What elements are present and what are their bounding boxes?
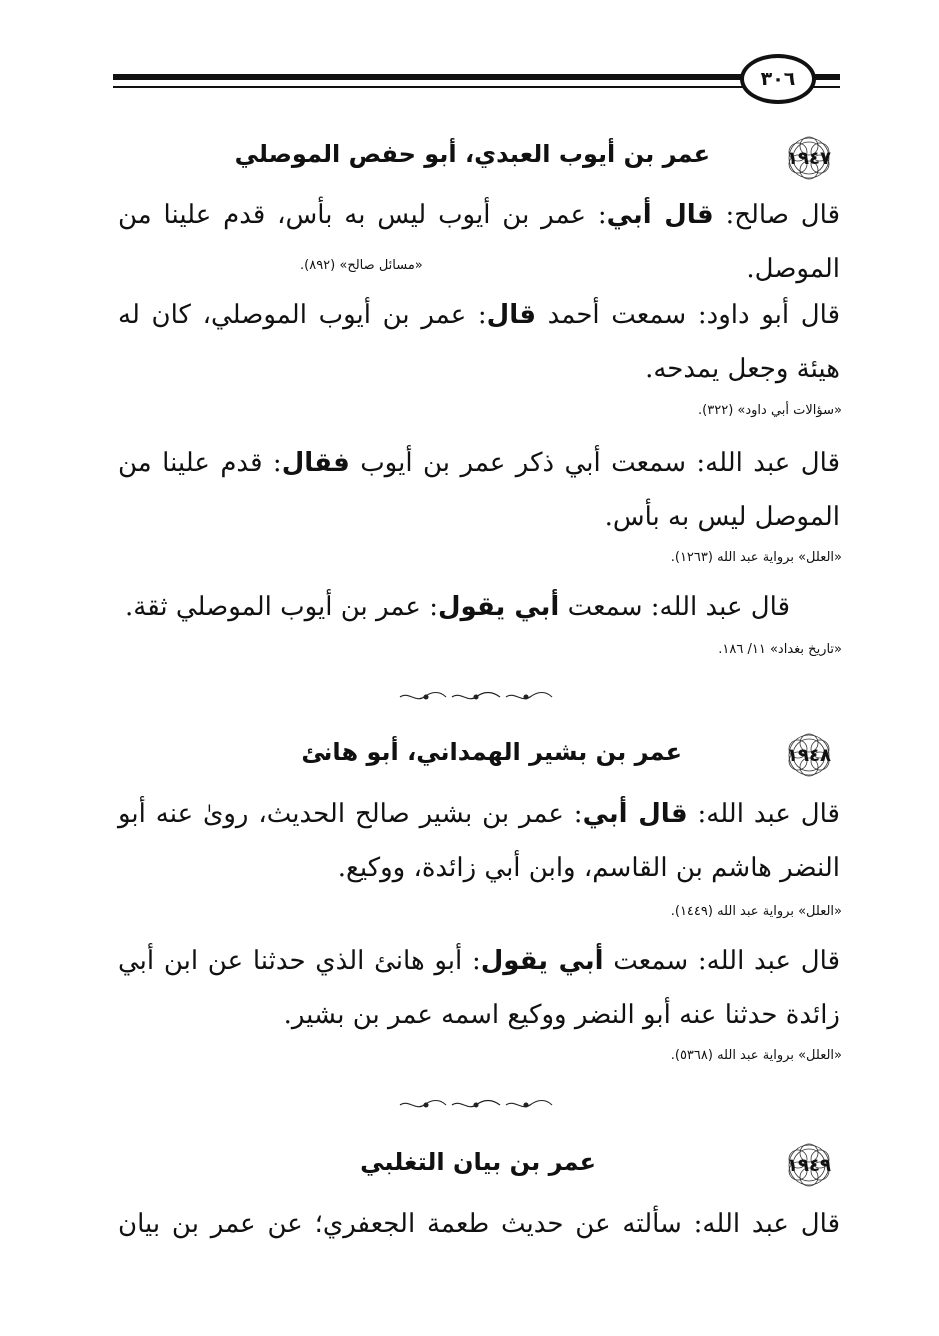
entry-number: ١٩٤٧ <box>787 147 831 169</box>
separator-ornament-icon <box>396 1098 556 1112</box>
paragraph <box>118 580 840 634</box>
paragraph <box>118 436 840 544</box>
header-rule-right-thin <box>810 86 840 88</box>
paragraph-bold-text: أبي يقول <box>437 592 560 622</box>
source-citation: «مسائل صالح» (٨٩٢). <box>300 258 423 273</box>
paragraph-text: : قدم علينا من الموصل ليس به بأس. <box>118 448 840 532</box>
paragraph-bold-text: فقال <box>281 448 350 478</box>
paragraph-bold-text: قال أبي <box>582 799 688 829</box>
source-citation: «العلل» برواية عبد الله (٥٣٦٨). <box>670 1048 842 1063</box>
paragraph-text: : عمر بن أيوب ليس به بأس، قدم علينا من الموصل. <box>118 200 840 284</box>
header-rule-thick <box>113 74 743 80</box>
entry-title: عمر بن بشير الهمداني، أبو هانئ <box>301 738 682 766</box>
paragraph-text: قال عبد الله: <box>687 799 840 829</box>
paragraph-text: : عمر بن أيوب الموصلي، كان له هيئة وجعل يمدحه. <box>118 300 840 384</box>
page-number-text: ٣٠٦ <box>760 68 796 90</box>
paragraph <box>118 1197 840 1251</box>
entry-number-badge <box>778 136 840 180</box>
paragraph-text: قال عبد الله: سمعت <box>559 592 790 622</box>
paragraph <box>118 188 840 296</box>
entry-number: ١٩٤٩ <box>787 1154 831 1176</box>
paragraph-text: قال عبد الله: سمعت أبي ذكر عمر بن أيوب <box>349 448 840 478</box>
paragraph-text: قال صالح: <box>713 200 840 230</box>
entry-number: ١٩٤٨ <box>787 744 831 766</box>
paragraph-text: قال عبد الله: سألته عن حديث طعمة الجعفري؛ عن عمر بن بيان <box>118 1209 840 1239</box>
paragraph <box>118 934 840 1042</box>
source-citation: «العلل» برواية عبد الله (١٤٤٩). <box>670 904 842 919</box>
paragraph-text: قال عبد الله: سمعت <box>603 946 840 976</box>
header-rule-thin <box>113 86 743 88</box>
paragraph-text: : عمر بن بشير صالح الحديث، روىٰ عنه أبو النضر هاشم بن القاسم، وابن أبي زائدة، ووكيع. <box>118 799 840 883</box>
source-citation: «تاريخ بغداد» ١١/ ١٨٦. <box>718 642 842 657</box>
paragraph-bold-text: قال أبي <box>606 200 714 230</box>
paragraph <box>118 787 840 895</box>
paragraph-text: : أبو هانئ الذي حدثنا عن ابن أبي زائدة حدثنا عنه أبو النضر ووكيع اسمه عمر بن بشير. <box>118 946 840 1030</box>
paragraph <box>118 288 840 396</box>
paragraph-text: : عمر بن أيوب الموصلي ثقة. <box>125 592 438 622</box>
paragraph-text: قال أبو داود: سمعت أحمد <box>536 300 841 330</box>
paragraph-bold-text: قال <box>486 300 536 330</box>
source-citation: «العلل» برواية عبد الله (١٢٦٣). <box>670 550 842 565</box>
paragraph-bold-text: أبي يقول <box>480 946 604 976</box>
separator-ornament-icon <box>396 690 556 704</box>
entry-title: عمر بن بيان التغلبي <box>360 1148 596 1176</box>
entry-title: عمر بن أيوب العبدي، أبو حفص الموصلي <box>234 140 710 168</box>
entry-number-badge <box>778 1143 840 1187</box>
entry-number-badge <box>778 733 840 777</box>
page-number <box>740 54 816 104</box>
source-citation: «سؤالات أبي داود» (٣٢٢). <box>698 403 842 418</box>
